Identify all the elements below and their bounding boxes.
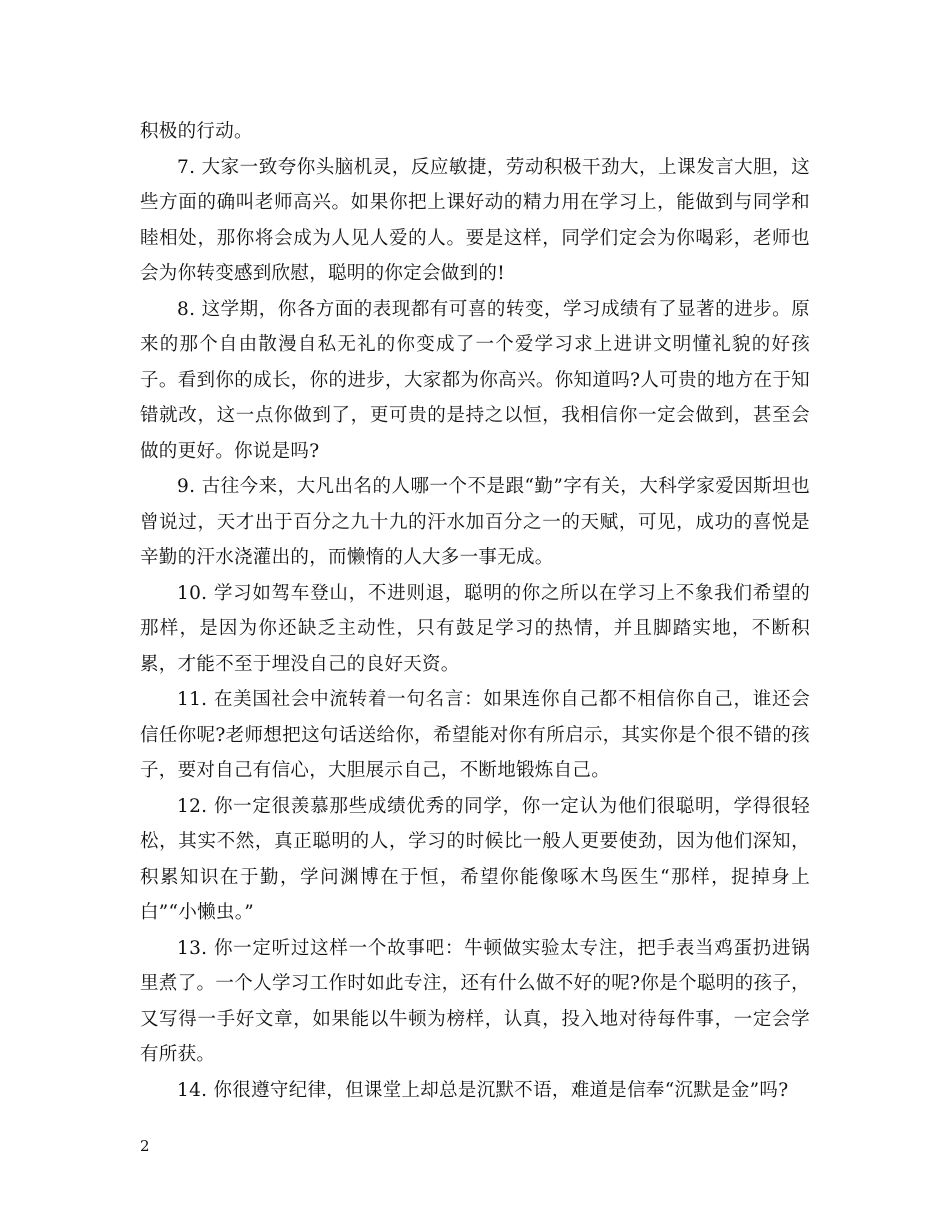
body-text — [140, 114, 810, 1108]
paragraph-item-14: 14. 你很遵守纪律，但课堂上却总是沉默不语，难道是信奉“沉默是金”吗? — [177, 1079, 789, 1101]
paragraph-item-9: 9. 古往今来，大凡出名的人哪一个不是跟“勤”字有关，大科学家爱因斯坦也曾说过，天才出于百分之九十九的汗水加百分之一的天赋，可见，成功的喜悦是辛勤的汗水浇灌出的，而懒惰的人大多一事无成。 — [140, 476, 810, 568]
page-number: 2 — [140, 1137, 150, 1155]
paragraph-item-8: 8. 这学期，你各方面的表现都有可喜的转变，学习成绩有了显著的进步。原来的那个自由散漫自私无礼的你变成了一个爱学习求上进讲文明懂礼貌的好孩子。看到你的成长，你的进步，大家都为你高兴。你知道吗?人可贵的地方在于知错就改，这一点你做到了，更可贵的是持之以恒，我相信你一定会做到，甚至会做的更好。你说是吗? — [140, 298, 810, 462]
paragraph-item-10: 10. 学习如驾车登山，不进则退，聪明的你之所以在学习上不象我们希望的那样，是因为你还缺乏主动性，只有鼓足学习的热情，并且脚踏实地，不断积累，才能不至于埋没自己的良好天资。 — [140, 582, 810, 675]
paragraph-continuation: 积极的行动。 — [140, 121, 253, 142]
paragraph-item-7: 7. 大家一致夸你头脑机灵，反应敏捷，劳动积极干劲大，上课发言大胆，这些方面的确叫老师高兴。如果你把上课好动的精力用在学习上，能做到与同学和睦相处，那你将会成为人见人爱的人。要是这样，同学们定会为你喝彩，老师也会为你转变感到欣慰，聪明的你定会做到的! — [140, 156, 810, 284]
paragraph-item-12: 12. 你一定很羡慕那些成绩优秀的同学，你一定认为他们很聪明，学得很轻松，其实不然，真正聪明的人，学习的时候比一般人更要使劲，因为他们深知，积累知识在于勤，学问渊博在于恒，希望你能像啄木鸟医生“那样，捉掉身上白”“小懒虫。” — [140, 795, 810, 923]
paragraph-item-13: 13. 你一定听过这样一个故事吧：牛顿做实验太专注，把手表当鸡蛋扔进锅里煮了。一个人学习工作时如此专注，还有什么做不好的呢?你是个聪明的孩子，又写得一手好文章，如果能以牛顿为榜样，认真，投入地对待每件事，一定会学有所获。 — [140, 937, 810, 1065]
paragraph-item-11: 11. 在美国社会中流转着一句名言：如果连你自己都不相信你自己，谁还会信任你呢?老师想把这句话送给你，希望能对你有所启示，其实你是个很不错的孩子，要对自己有信心，大胆展示自己，不断地锻炼自己。 — [140, 689, 810, 781]
